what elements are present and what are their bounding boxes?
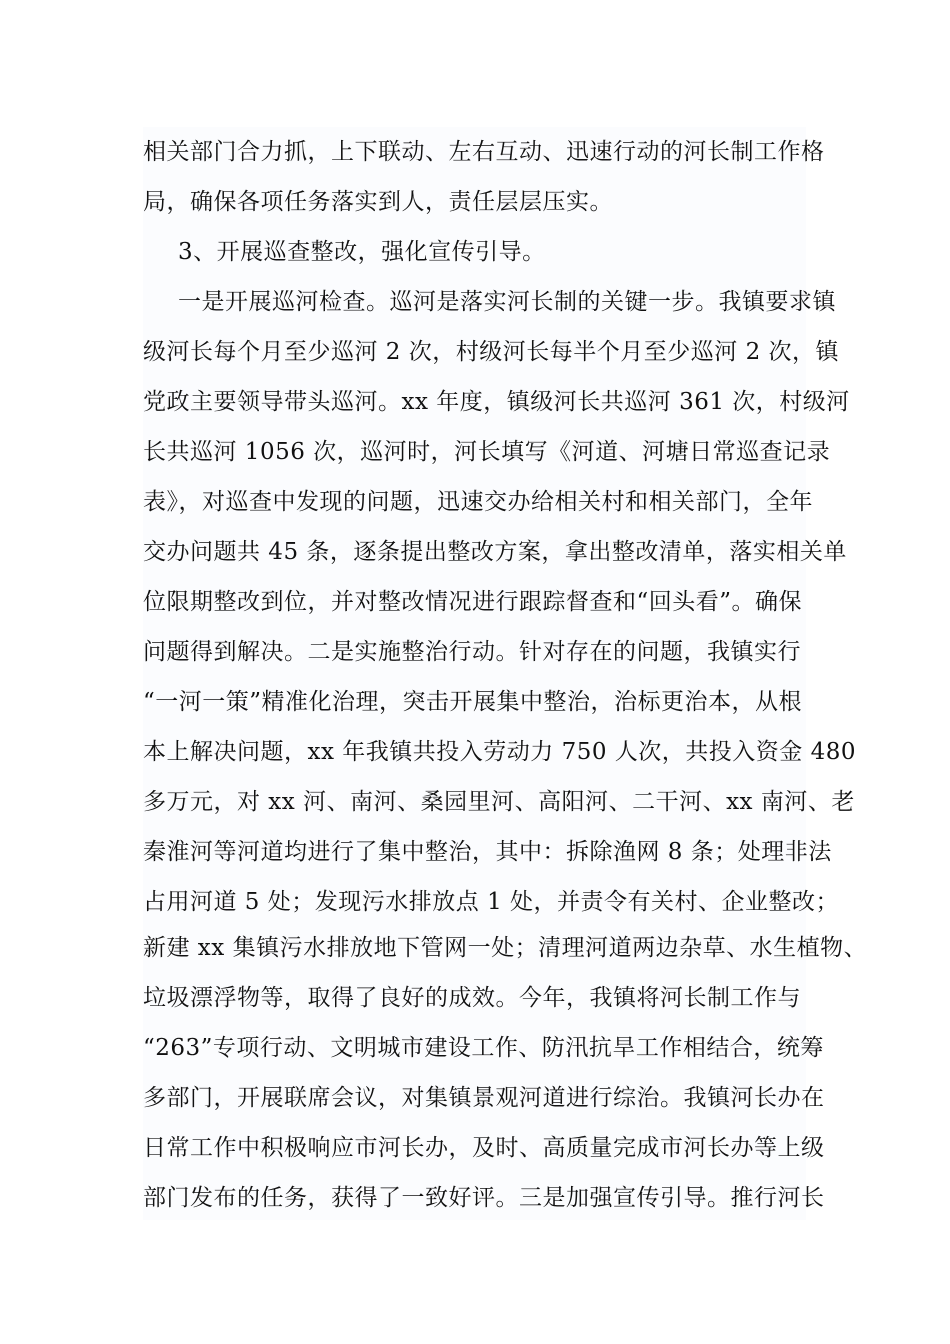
paragraph-line: 垃圾漂浮物等，取得了良好的成效。今年，我镇将河长制工作与: [143, 985, 801, 1011]
section-heading: 3、开展巡查整改，强化宣传引导。: [178, 239, 546, 265]
paragraph-line: 表》，对巡查中发现的问题，迅速交办给相关村和相关部门，全年: [143, 489, 813, 515]
paragraph-line: 多万元，对 xx 河、南河、桑园里河、高阳河、二干河、xx 南河、老: [143, 789, 855, 815]
paragraph-line: 日常工作中积极响应市河长办，及时、高质量完成市河长办等上级: [143, 1135, 825, 1161]
paragraph-line: 长共巡河 1056 次，巡河时，河长填写《河道、河塘日常巡查记录: [143, 439, 831, 465]
paragraph-line: “263”专项行动、文明城市建设工作、防汛抗旱工作相结合，统筹: [143, 1035, 824, 1061]
paragraph-line: 占用河道 5 处；发现污水排放点 1 处，并责令有关村、企业整改；: [143, 889, 840, 915]
paragraph-line: “一河一策”精准化治理，突击开展集中整治，治标更治本，从根: [143, 689, 803, 715]
paragraph-line: 交办问题共 45 条，逐条提出整改方案，拿出整改清单，落实相关单: [143, 539, 847, 565]
paragraph-line: 新建 xx 集镇污水排放地下管网一处；清理河道两边杂草、水生植物、: [143, 935, 868, 961]
paragraph-line: 党政主要领导带头巡河。xx 年度，镇级河长共巡河 361 次，村级河: [143, 389, 850, 415]
paragraph-line: 多部门，开展联席会议，对集镇景观河道进行综治。我镇河长办在: [143, 1085, 825, 1111]
paragraph-line: 相关部门合力抓，上下联动、左右互动、迅速行动的河长制工作格: [143, 139, 825, 165]
paragraph-line: 本上解决问题，xx 年我镇共投入劳动力 750 人次，共投入资金 480: [143, 739, 856, 765]
paragraph-line: 位限期整改到位，并对整改情况进行跟踪督查和“回头看”。确保: [143, 589, 803, 615]
paragraph-line: 级河长每个月至少巡河 2 次，村级河长每半个月至少巡河 2 次，镇: [143, 339, 840, 365]
paragraph-line: 秦淮河等河道均进行了集中整治，其中：拆除渔网 8 条；处理非法: [143, 839, 832, 865]
paragraph-line: 局，确保各项任务落实到人，责任层层压实。: [143, 189, 613, 215]
paragraph-line: 部门发布的任务，获得了一致好评。三是加强宣传引导。推行河长: [143, 1185, 825, 1211]
paragraph-line: 一是开展巡河检查。巡河是落实河长制的关键一步。我镇要求镇: [178, 289, 836, 315]
paragraph-line: 问题得到解决。二是实施整治行动。针对存在的问题，我镇实行: [143, 639, 801, 665]
